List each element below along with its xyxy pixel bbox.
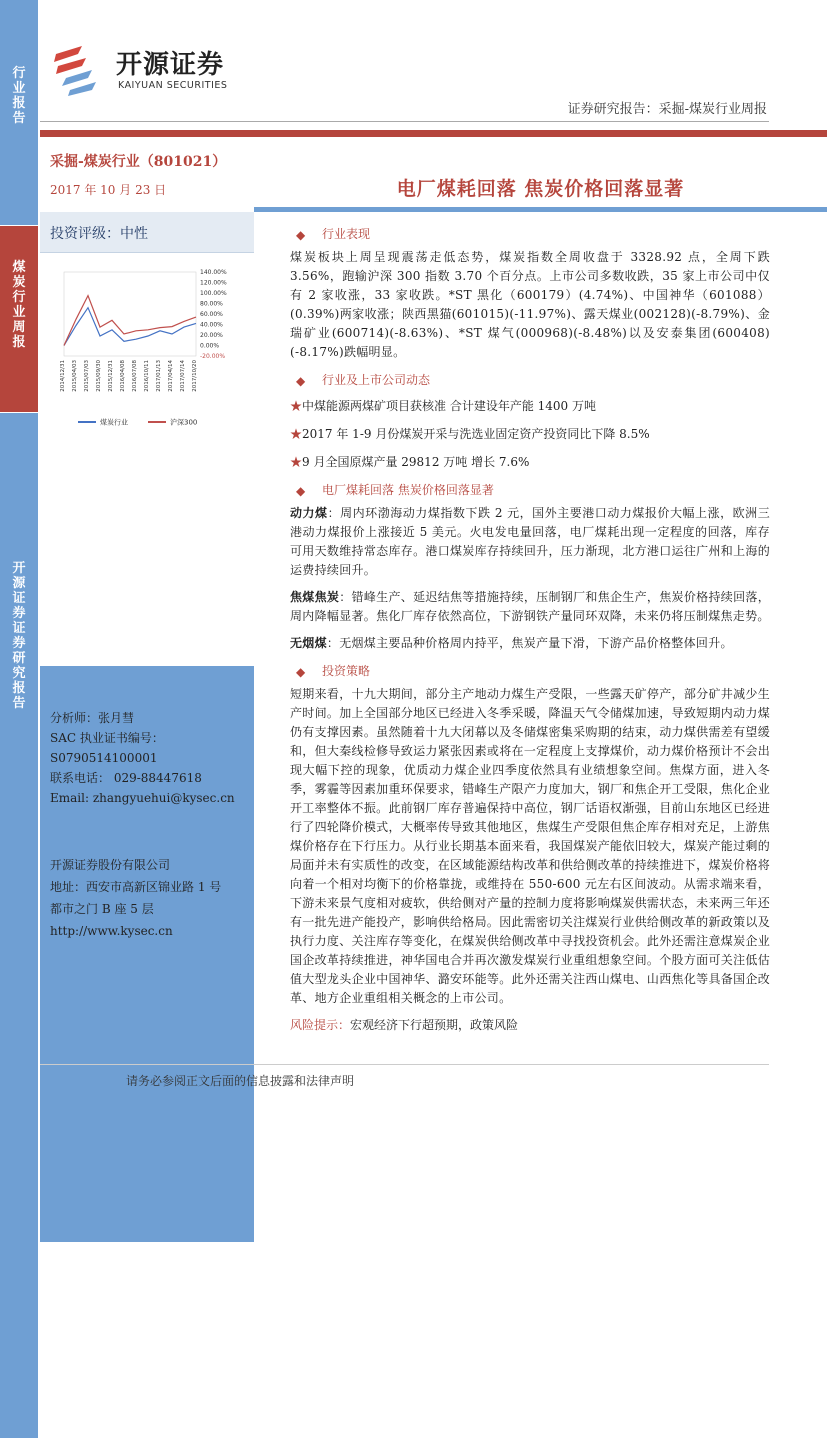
company-info bbox=[50, 854, 221, 942]
report-type: 证券研究报告：采掘-煤炭行业周报 bbox=[567, 102, 767, 117]
investment-rating: 投资评级：中性 bbox=[50, 226, 148, 242]
main-content bbox=[290, 216, 770, 1033]
company-address-1: 地址：西安市高新区锦业路 1 号 bbox=[50, 880, 222, 894]
investment-strategy-text: 短期来看，十九大期间，部分主产地动力煤生产受限，一些露天矿停产，部分矿井减少生产时间。加上全国部分地区已经进入冬季采暖，降温天气令储煤加速，导致短期内动力煤仍有支撑因素。虽然随着十九大闭幕以及冬储煤密集采购期的结束，动力煤供需差有望缓和，但大秦线检修导致运力紧张因素或将在一定程度上支撑煤价，动力煤价格预计不会出现大幅下控的现象，优质动力煤企业四季度依然具有业绩想象空间。焦煤方面，进入冬季，雾霾等因素加重环保要求，错峰生产限产力度加大，钢厂和焦企开工受限，焦化企业开工率整体不振。此前钢厂库存普遍保持中高位，钢厂话语权渐强，目前山东地区已经进行了四轮降价模式，大概率传导致其他地区，焦煤生产受限但焦企库存相对充足，上游焦煤价格存在下行压力。从行业长期基本面来看，我国煤炭产能依旧较大，煤炭产能过剩的局面并未有实质性的改变，在区域能源结构改革和供给侧改革的持续推进下，煤炭价格将向着一个相对均衡下的价格靠拢，或维持在 550-600 元左右区间波动。从需求端来看，下游未来景气度相对疲软，供给侧对产量的控制力度将影响煤炭供需状态，未来两三年还有一批先进产能投产，影响供给格局。因此需密切关注煤炭行业供给侧改革的新政策以及执行力度、关注库存等变化，在煤炭供给侧改革中寻找投资机会。此外还需注意煤炭企业国企改革持续推进，神华国电合并再次激发煤炭行业重组想象空间。个股方面可关注低估值大型龙头企业中国神华、潞安环能等。此外还需关注西山煤电、山西焦化等具备国企改革、地方企业重组相关概念的上市公司。 bbox=[290, 687, 770, 1005]
side-strip-label: 煤炭行业周报 bbox=[12, 260, 26, 350]
y-tick-label: 120.00% bbox=[200, 279, 227, 287]
sac-number: S0790514100001 bbox=[50, 751, 158, 765]
section-heading: ◆ 行业及上市公司动态 bbox=[296, 373, 431, 388]
x-tick-label: 2015/04/03 bbox=[72, 360, 78, 392]
bullet-icon: ◆ bbox=[296, 665, 306, 679]
x-tick-label: 2016/04/08 bbox=[120, 360, 126, 392]
analyst-contact bbox=[50, 708, 235, 808]
y-tick-label: 20.00% bbox=[200, 332, 223, 339]
y-tick-label: 100.00% bbox=[200, 290, 227, 297]
logo-mark-icon bbox=[52, 44, 110, 96]
x-tick-label: 2017/10/20 bbox=[192, 360, 198, 392]
y-tick-label: -20.00% bbox=[200, 353, 226, 360]
side-strip-industry-report bbox=[0, 0, 38, 225]
side-strip-label: 行业报告 bbox=[12, 66, 26, 126]
star-icon: ★ bbox=[290, 399, 303, 413]
y-tick-label: 0.00% bbox=[200, 342, 220, 350]
logo-text-cn: 开源证券 bbox=[116, 50, 225, 80]
email: Email: zhangyuehui@kysec.cn bbox=[50, 791, 235, 805]
news-item: ★9 月全国原煤产量 29812 万吨 增长 7.6% bbox=[290, 455, 530, 469]
side-strip-kaiyuan-research bbox=[0, 413, 38, 1438]
section-heading: ◆ 行业表现 bbox=[296, 227, 371, 242]
news-item: ★中煤能源两煤矿项目获核准 合计建设年产能 1400 万吨 bbox=[290, 399, 596, 413]
x-tick-label: 2016/07/08 bbox=[132, 360, 138, 392]
series-line-1 bbox=[64, 296, 196, 346]
x-tick-label: 2017/07/14 bbox=[180, 360, 186, 392]
bullet-icon: ◆ bbox=[296, 374, 306, 388]
y-tick-label: 40.00% bbox=[200, 321, 223, 329]
performance-chart bbox=[48, 264, 248, 448]
phone: 联系电话： 029-88447618 bbox=[50, 771, 202, 785]
coking-coal-paragraph: 焦煤焦炭：错峰生产、延迟结焦等措施持续，压制钢厂和焦企生产，焦炭价格持续回落，周内降幅显著。焦化厂库存依然高位，下游钢铁产量同环双降，未来仍将压制煤焦走势。 bbox=[290, 590, 770, 623]
x-tick-label: 2015/07/03 bbox=[84, 360, 90, 392]
analyst-name: 分析师：张月彗 bbox=[50, 711, 135, 725]
disclaimer: 请务必参阅正文后面的信息披露和法律声明 bbox=[126, 1074, 355, 1088]
risk-warning: 风险提示：宏观经济下行超预期，政策风险 bbox=[290, 1018, 519, 1032]
x-tick-label: 2016/10/11 bbox=[144, 360, 150, 392]
section-heading: ◆ 电厂煤耗回落 焦炭价格回落显著 bbox=[296, 483, 494, 498]
company-url[interactable]: http://www.kysec.cn bbox=[50, 924, 173, 938]
news-item: ★2017 年 1-9 月份煤炭开采与洗选业固定资产投资同比下降 8.5% bbox=[290, 427, 650, 441]
sector-box bbox=[40, 130, 254, 213]
side-strip-coal-weekly bbox=[0, 226, 38, 412]
company-address-2: 都市之门 B 座 5 层 bbox=[50, 902, 154, 916]
x-tick-label: 2017/01/13 bbox=[156, 360, 162, 392]
page-title: 电厂煤耗回落 焦炭价格回落显著 bbox=[396, 178, 685, 200]
legend-label: 煤炭行业 bbox=[100, 418, 128, 427]
company-name: 开源证券股份有限公司 bbox=[50, 858, 171, 872]
y-tick-label: 80.00% bbox=[200, 300, 223, 308]
series-line-0 bbox=[64, 308, 196, 346]
y-tick-label: 60.00% bbox=[200, 311, 223, 318]
x-tick-label: 2015/12/31 bbox=[108, 360, 114, 392]
company-logo bbox=[52, 44, 252, 100]
title-band-bottom bbox=[254, 207, 827, 212]
anthracite-paragraph: 无烟煤：无烟煤主要品种价格周内持平，焦炭产量下滑，下游产品价格整体回升。 bbox=[290, 636, 733, 650]
industry-performance-text: 煤炭板块上周呈现震荡走低态势，煤炭指数全周收盘于 3328.92 点，全周下跌 3.56%，跑输沪深 300 指数 3.70 个百分点。上市公司多数收跌，35 家上市公司中仅有 2 家收涨，33 家收跌。*ST 黑化（600179）(4.74%)、中国神华（601088）(0.39%)两家收涨；陕西黑猫(601015)(-11.97%)、露天煤业(002128)(-8.79%)、金瑞矿业(600714)(-8.63%)、*ST 煤气(000968)(-8.48%)以及安泰集团(600408)(-8.17%)跌幅明显。 bbox=[290, 250, 770, 359]
report-date: 2017 年 10 月 23 日 bbox=[50, 183, 167, 197]
sac-label: SAC 执业证书编号： bbox=[50, 731, 164, 745]
logo-text-en: KAIYUAN SECURITIES bbox=[118, 80, 228, 91]
x-tick-label: 2014/12/31 bbox=[60, 360, 66, 392]
thermal-coal-paragraph: 动力煤：周内环渤海动力煤指数下跌 2 元，国外主要港口动力煤报价大幅上涨，欧洲三港动力煤报价上涨接近 5 美元。火电发电量回落，电厂煤耗出现一定程度的回落，库存可用天数维持常态库存。港口煤炭库存持续回升，压力渐现，北方港口运往广州和上海的运费持续回升。 bbox=[290, 506, 770, 577]
title-band-top bbox=[254, 130, 827, 137]
x-tick-label: 2015/09/30 bbox=[96, 360, 102, 392]
star-icon: ★ bbox=[290, 455, 303, 469]
star-icon: ★ bbox=[290, 427, 303, 441]
bottom-divider bbox=[40, 1064, 769, 1065]
section-heading: ◆ 投资策略 bbox=[296, 664, 371, 679]
legend-label: 沪深300 bbox=[170, 418, 198, 427]
y-tick-label: 140.00% bbox=[200, 269, 227, 276]
chart-svg bbox=[48, 264, 248, 448]
bullet-icon: ◆ bbox=[296, 484, 306, 498]
rating-box bbox=[40, 212, 254, 253]
sector-name: 采掘-煤炭行业（801021） bbox=[50, 154, 227, 170]
bullet-icon: ◆ bbox=[296, 228, 306, 242]
x-tick-label: 2017/04/14 bbox=[168, 360, 174, 392]
side-strip-label: 开源证券证券研究报告 bbox=[12, 561, 26, 711]
top-divider bbox=[40, 121, 769, 122]
